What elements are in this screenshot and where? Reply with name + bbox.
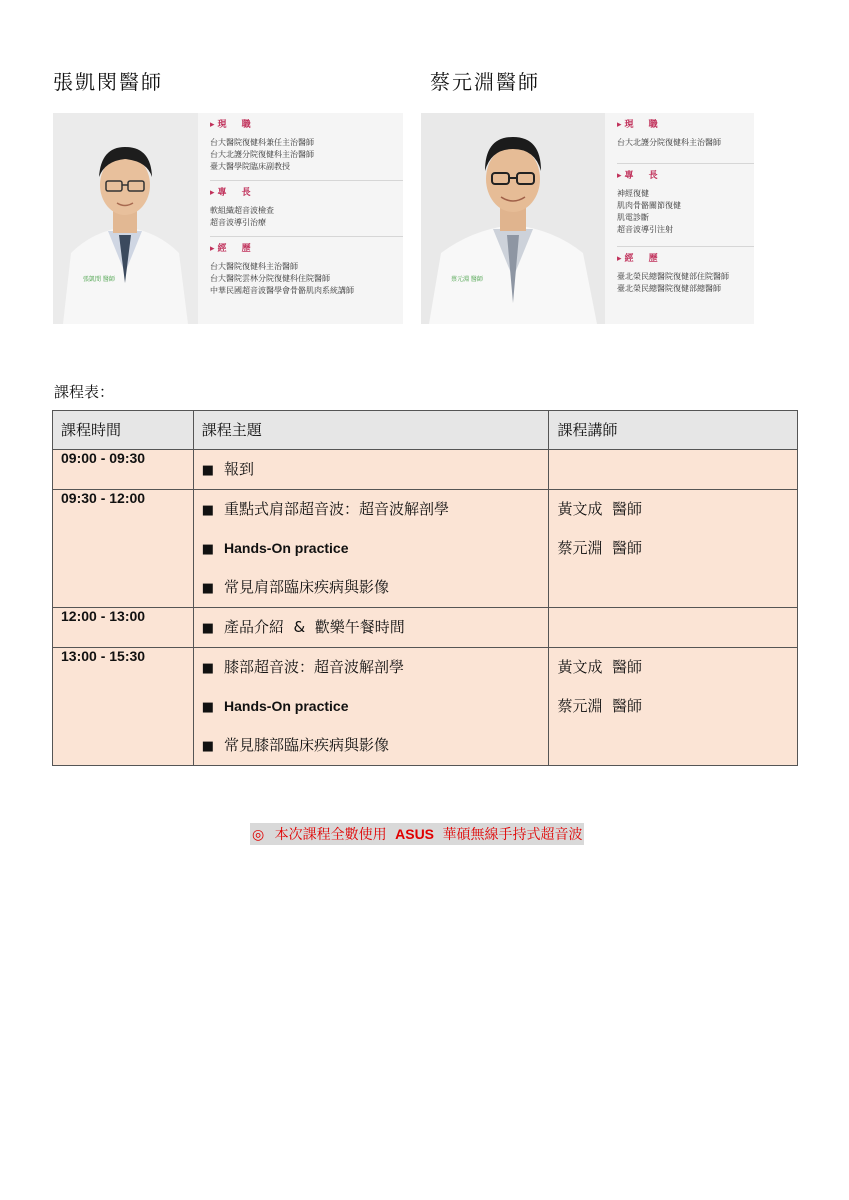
row-time: 09:00 - 09:30: [53, 450, 194, 490]
svg-text:張凱閔 醫師: 張凱閔 醫師: [83, 276, 115, 283]
table-row: [53, 648, 798, 766]
row-time: 12:00 - 13:00: [53, 608, 194, 648]
topic-item: [202, 529, 541, 568]
section-line: 台大北護分院復健科主治醫師: [210, 150, 314, 159]
row-teachers: [549, 490, 798, 608]
row-topics: [193, 450, 549, 490]
topic-item: [202, 648, 541, 687]
section-experience: [617, 247, 754, 295]
svg-text:蔡元淵 醫師: 蔡元淵 醫師: [451, 276, 483, 283]
topic-text: 報到: [224, 460, 255, 478]
topic-text: 產品介紹 & 歡樂午餐時間: [224, 618, 405, 636]
topic-text: 膝部超音波：超音波解剖學: [224, 658, 405, 676]
section-current-position: [617, 113, 754, 164]
bullet-square-icon: ■: [201, 503, 215, 518]
section-heading: ▸ 經 歷: [617, 251, 754, 264]
schedule-table: [52, 410, 798, 766]
row-teachers: [549, 608, 798, 648]
section-heading: ▸ 專 長: [617, 168, 754, 181]
section-line: 臺北榮民總醫院復健部總醫師: [617, 284, 721, 293]
section-line: 中華民國超音波醫學會骨骼肌肉系統講師: [210, 286, 354, 295]
row-time: 09:30 - 12:00: [53, 490, 194, 608]
doctor-name-1: 張凱閔醫師: [53, 70, 163, 94]
doctor-photo-2: [421, 113, 605, 324]
topic-text: 常見膝部臨床疾病與影像: [224, 736, 390, 754]
notice-text-pre: 本次課程全數使用: [274, 827, 387, 843]
doctor-name-2: 蔡元淵醫師: [430, 70, 540, 94]
notice-brand: ASUS: [395, 826, 435, 842]
topic-item: [202, 608, 541, 647]
teacher-name: 蔡元淵 醫師: [557, 539, 642, 557]
teacher-name: 黃文成 醫師: [557, 500, 642, 518]
table-row: [53, 490, 798, 608]
section-line: 台大醫院雲林分院復健科住院醫師: [210, 274, 330, 283]
doctor-card-2: [421, 113, 754, 324]
row-teachers: [549, 450, 798, 490]
section-line: 超音波導引注射: [617, 225, 673, 234]
bullet-square-icon: ■: [201, 739, 215, 754]
bullet-square-icon: ■: [201, 463, 215, 478]
doctor-info-2: [605, 113, 754, 324]
section-line: 神經復健: [617, 189, 649, 198]
notice-text-post: 華碩無線手持式超音波: [442, 827, 583, 843]
row-topics: [193, 490, 549, 608]
topic-text: Hands-On practice: [224, 540, 349, 556]
teacher-name: 蔡元淵 醫師: [557, 697, 642, 715]
section-experience: [210, 237, 403, 297]
section-line: 臺大醫學院臨床副教授: [210, 162, 290, 171]
topic-text: 常見肩部臨床疾病與影像: [224, 578, 390, 596]
bullet-square-icon: ■: [201, 542, 215, 557]
topic-text: Hands-On practice: [224, 698, 349, 714]
section-line: 肌電診斷: [617, 213, 649, 222]
section-heading: ▸ 現 職: [210, 117, 403, 130]
table-row: [53, 450, 798, 490]
row-topics: [193, 648, 549, 766]
header-time: 課程時間: [53, 411, 194, 450]
doctor-photo-1: [53, 113, 198, 324]
section-line: 台大醫院復健科兼任主治醫師: [210, 138, 314, 147]
topic-item: [202, 726, 541, 765]
topic-item: [202, 687, 541, 726]
ultrasound-notice: [250, 823, 584, 845]
section-heading: ▸ 專 長: [210, 185, 403, 198]
section-line: 台大醫院復健科主治醫師: [210, 262, 298, 271]
section-line: 軟組織超音波檢查: [210, 206, 274, 215]
bullet-square-icon: ■: [201, 581, 215, 596]
teacher-name: 黃文成 醫師: [557, 658, 642, 676]
header-teacher: 課程講師: [549, 411, 798, 450]
topic-item: [202, 568, 541, 607]
bullet-square-icon: ■: [201, 621, 215, 636]
section-heading: ▸ 經 歷: [210, 241, 403, 254]
bullseye-icon: ◎: [252, 827, 265, 843]
section-specialty: [617, 164, 754, 247]
doctor-card-1: [53, 113, 403, 324]
section-line: 臺北榮民總醫院復健部住院醫師: [617, 272, 729, 281]
bullet-square-icon: ■: [201, 700, 215, 715]
section-line: 肌肉骨骼關節復健: [617, 201, 681, 210]
row-teachers: [549, 648, 798, 766]
header-topic: 課程主題: [193, 411, 549, 450]
schedule-label: 課程表：: [54, 383, 115, 401]
row-time: 13:00 - 15:30: [53, 648, 194, 766]
topic-item: [202, 490, 541, 529]
section-line: 台大北護分院復健科主治醫師: [617, 138, 721, 147]
table-row: [53, 608, 798, 648]
section-heading: ▸ 現 職: [617, 117, 754, 130]
section-specialty: [210, 181, 403, 237]
bullet-square-icon: ■: [201, 661, 215, 676]
topic-item: [202, 450, 541, 489]
section-current-position: [210, 113, 403, 181]
section-line: 超音波導引治療: [210, 218, 266, 227]
doctor-info-1: [198, 113, 403, 324]
table-header-row: [53, 411, 798, 450]
row-topics: [193, 608, 549, 648]
topic-text: 重點式肩部超音波：超音波解剖學: [224, 500, 450, 518]
